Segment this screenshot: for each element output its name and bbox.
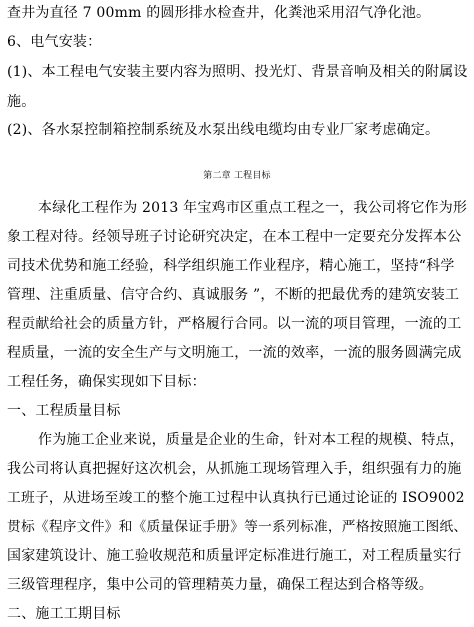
chapter-title: 第二章 工程目标 xyxy=(203,171,271,181)
paragraph-goals-line-1: 本绿化工程作为 2013 年宝鸡市区重点工程之一，我公司将它作为形 xyxy=(38,200,468,216)
paragraph-goals-line-4: 管理、注重质量、信守合约、真诚服务 ”，不断的把最优秀的建筑安装工 xyxy=(7,287,460,303)
paragraph-goals-line-6: 程质量，一流的安全生产与文明施工，一流的效率，一流的服务圆满完成 xyxy=(7,345,462,361)
paragraph-goals-line-5: 程贡献给社会的质量方针，严格履行合同。以一流的项目管理，一流的工 xyxy=(7,316,462,332)
section-heading-electrical: 6、电气安装： xyxy=(7,34,102,50)
paragraph-goals-line-3: 司技术优势和施工经验，科学组织施工作业程序，精心施工，坚持“科学 xyxy=(7,258,455,274)
text-line-sewer: 查井为直径 7 00mm 的圆形排水检查井，化粪池采用沼气净化池。 xyxy=(7,5,431,21)
paragraph-quality-line-2: 我公司将认真把握好这次机会，从抓施工现场管理入手，组织强有力的施 xyxy=(7,461,462,477)
text-line-electrical-1: (1)、本工程电气安装主要内容为照明、投光灯、背景音响及相关的附属设 xyxy=(7,64,468,80)
paragraph-quality-line-4: 贯标《程序文件》和《质量保证手册》等一系列标准，严格按照施工图纸、 xyxy=(7,519,468,535)
text-line-electrical-2: (2)、各水泵控制箱控制系统及水泵出线电缆均由专业厂家考虑确定。 xyxy=(7,122,440,138)
paragraph-quality-line-6: 三级管理程序，集中公司的管理精英力量，确保工程达到合格等级。 xyxy=(7,577,433,593)
paragraph-quality-line-3: 工班子，从进场至竣工的整个施工过程中认真执行已通过论证的 ISO9002 xyxy=(7,490,465,506)
paragraph-quality-line-1: 作为施工企业来说，质量是企业的生命，针对本工程的规模、特点， xyxy=(38,432,464,448)
section-heading-quality: 一、工程质量目标 xyxy=(7,403,121,419)
paragraph-quality-line-5: 国家建筑设计、施工验收规范和质量评定标准进行施工，对工程质量实行 xyxy=(7,548,462,564)
text-line-electrical-1-cont: 施。 xyxy=(7,94,36,110)
section-heading-schedule: 二、施工工期目标 xyxy=(7,606,121,622)
paragraph-goals-line-2: 象工程对待。经领导班子讨论研究决定，在本工程中一定要充分发挥本公 xyxy=(7,229,462,245)
paragraph-goals-line-7: 工程任务，确保实现如下目标： xyxy=(7,374,206,390)
